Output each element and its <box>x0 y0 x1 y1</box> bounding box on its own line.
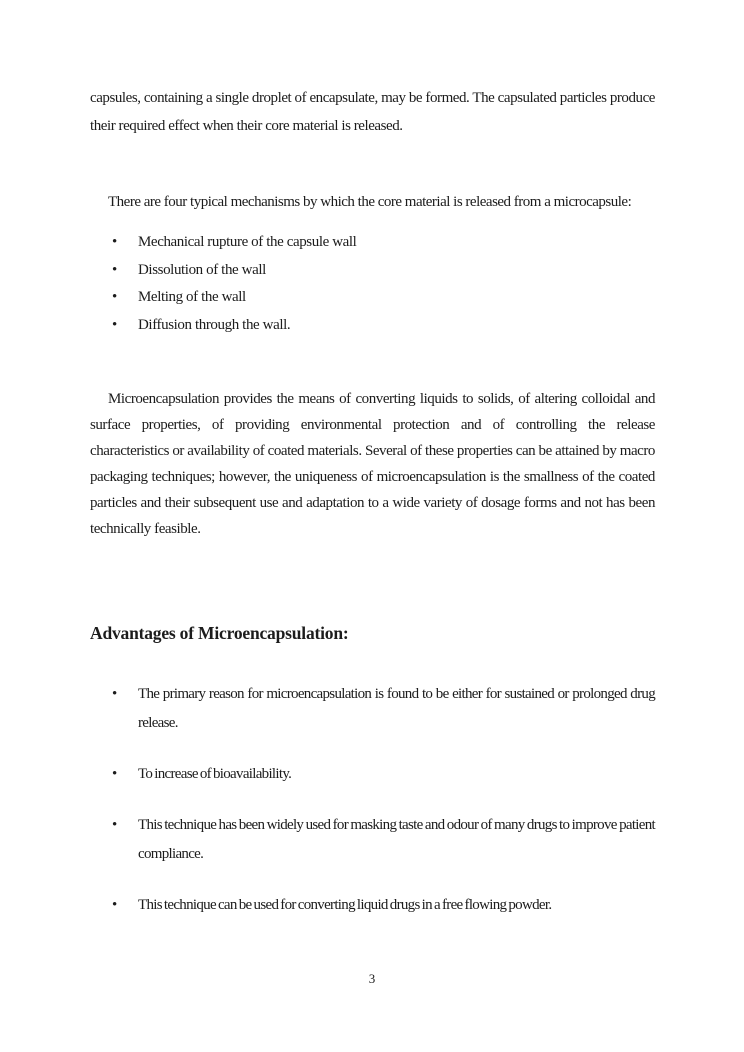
list-item-text: Dissolution of the wall <box>138 261 266 278</box>
list-item <box>90 811 655 869</box>
bullet-icon <box>112 257 117 285</box>
list-item-text: The primary reason for microencapsulation is found to be either for sustained or prolonged drug release. <box>138 686 655 731</box>
list-item <box>90 257 655 285</box>
list-item-text: Melting of the wall <box>138 289 246 305</box>
list-item-text: This technique can be used for converting liquid drugs in a free flowing powder. <box>138 897 552 913</box>
bullet-icon <box>112 229 117 257</box>
paragraph-microencapsulation-benefits: Microencapsulation provides the means of converting liquids to solids, of altering colloidal and surface properties, of providing environmental protection and of controlling the release characteristics or availability of coated materials. Several of these properties can be attained by macro packaging techniques; however, the uniqueness of microencapsulation is the smallness of the coated particles and their subsequent use and adaptation to a wide variety of dosage forms and not has been technically feasible. <box>90 391 655 537</box>
bullet-icon <box>112 811 117 840</box>
page-content <box>90 0 655 1052</box>
list-item-text: Diffusion through the wall. <box>138 316 291 333</box>
list-item-text: To increase of bioavailability. <box>138 766 292 782</box>
list-item <box>90 680 655 738</box>
paragraph-mechanisms-intro: There are four typical mechanisms by which the core material is released from a microcapsule: <box>108 194 632 210</box>
list-item <box>90 284 655 312</box>
page-number: 3 <box>368 971 376 986</box>
list-item <box>90 229 655 257</box>
bullet-icon <box>112 312 117 340</box>
list-item-text: This technique has been widely used for masking taste and odour of many drugs to improve patient compliance. <box>138 817 655 862</box>
bullet-icon <box>112 760 117 789</box>
paragraph-capsule-release: capsules, containing a single droplet of encapsulate, may be formed. The capsulated particles produce their required effect when their core material is released. <box>90 90 655 134</box>
advantages-list <box>90 680 655 920</box>
list-item <box>90 760 655 789</box>
bullet-icon <box>112 891 117 920</box>
bullet-icon <box>112 284 117 312</box>
mechanisms-list <box>90 229 655 339</box>
list-item-text: Mechanical rupture of the capsule wall <box>138 234 357 250</box>
list-item <box>90 891 655 920</box>
bullet-icon <box>112 680 117 709</box>
advantages-heading: Advantages of Microencapsulation: <box>90 623 349 643</box>
list-item <box>90 312 655 340</box>
